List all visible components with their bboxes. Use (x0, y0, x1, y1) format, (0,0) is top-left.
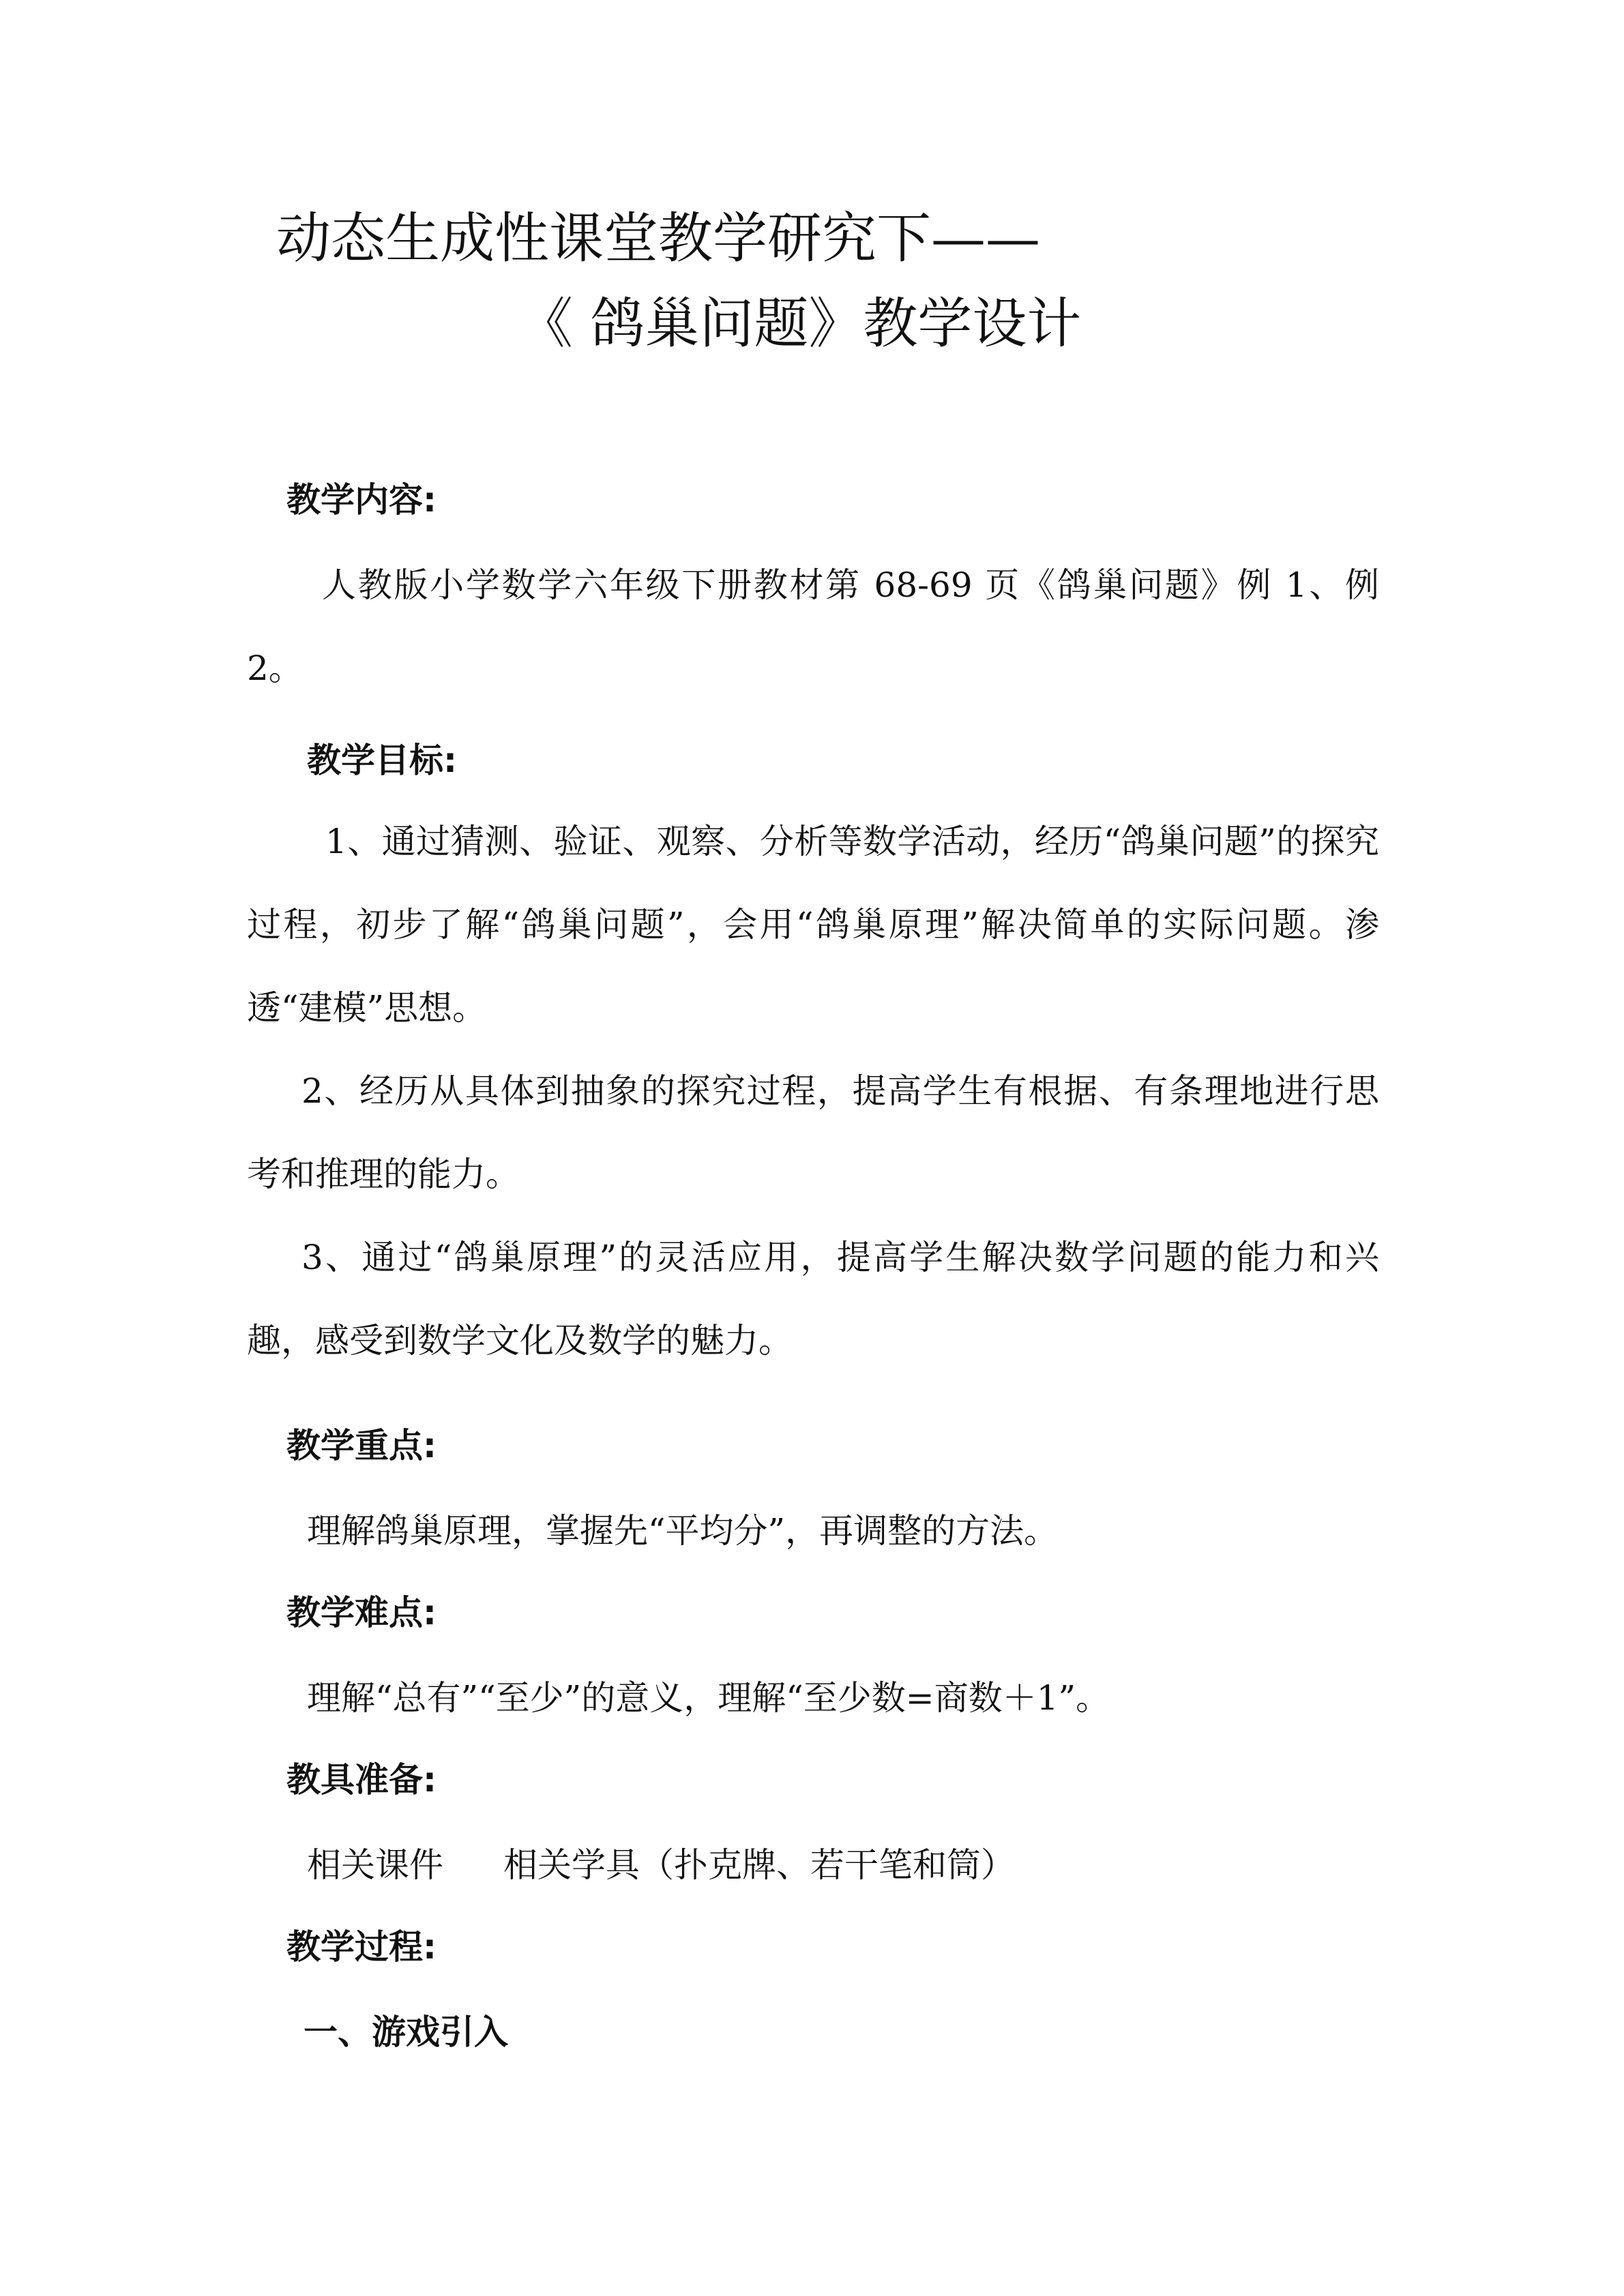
document-title-line-2: 《 鸽巢问题》教学设计 (518, 292, 1082, 355)
teaching-goals-heading: 教学目标: (307, 741, 457, 780)
process-heading: 教学过程: (286, 1927, 437, 1967)
process-step-1: 一、游戏引入 (304, 2012, 508, 2052)
tools-line (307, 1841, 1015, 1889)
tools-item-learning-kit: 相关学具（扑克牌、若干笔和筒） (503, 1845, 1015, 1885)
difficulty-text: 理解“总有”“至少”的意义，理解“至少数=商数＋1”。 (307, 1678, 1110, 1718)
key-points-text: 理解鸽巢原理，掌握先“平均分”，再调整的方法。 (307, 1511, 1059, 1551)
teaching-content-heading: 教学内容: (286, 480, 437, 520)
key-points-heading: 教学重点: (286, 1426, 437, 1465)
teaching-content-text: 人教版小学数学六年级下册教材第 68-69 页《鸽巢问题》例 1、例 2。 (247, 565, 1379, 688)
difficulty-heading: 教学难点: (286, 1593, 437, 1632)
teaching-goal-1: 1、通过猜测、验证、观察、分析等数学活动，经历“鸽巢问题”的探究过程，初步了解“鸽巢问题”，会用“鸽巢原理”解决简单的实际问题。渗透“建模”思想。 (247, 822, 1379, 1028)
tools-heading: 教具准备: (286, 1760, 437, 1800)
document-title-line-1: 动态生成性课堂教学研究下—— (276, 207, 1040, 270)
teaching-goal-2: 2、经历从具体到抽象的探究过程，提高学生有根据、有条理地进行思考和推理的能力。 (247, 1071, 1379, 1194)
tools-item-courseware: 相关课件 (307, 1845, 443, 1885)
teaching-goal-3: 3、通过“鸽巢原理”的灵活应用，提高学生解决数学问题的能力和兴趣，感受到数学文化及数学的魅力。 (247, 1238, 1379, 1360)
